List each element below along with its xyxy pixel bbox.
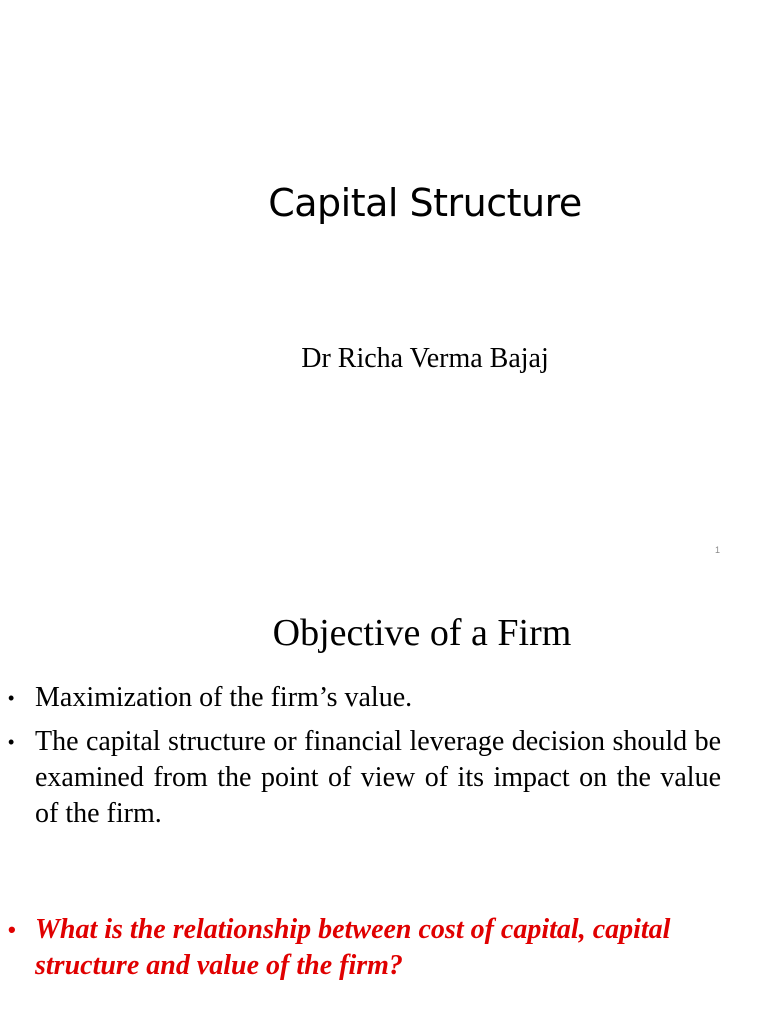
bullet-item bbox=[0, 724, 721, 832]
slide-title: Objective of a Firm bbox=[272, 612, 572, 654]
bullet-question-text: What is the relationship between cost of capital, capital structure and value of the firm? bbox=[35, 914, 671, 981]
slide-2 bbox=[0, 576, 768, 1024]
bullet-item bbox=[0, 680, 721, 716]
bullet-text: The capital structure or financial leverage decision should be examined from the point of view of its impact on the value of the firm. bbox=[35, 726, 721, 829]
bullet-icon: • bbox=[8, 688, 15, 708]
slide-number: 1 bbox=[714, 545, 720, 555]
bullet-text: Maximization of the firm’s value. bbox=[35, 682, 413, 713]
bullet-icon: • bbox=[8, 732, 15, 752]
bullet-icon: • bbox=[8, 917, 16, 942]
bullet-item-highlighted bbox=[0, 912, 721, 984]
bullet-list bbox=[0, 680, 768, 984]
slide-title: Capital Structure bbox=[268, 181, 582, 225]
slide-author: Dr Richa Verma Bajaj bbox=[301, 343, 549, 374]
